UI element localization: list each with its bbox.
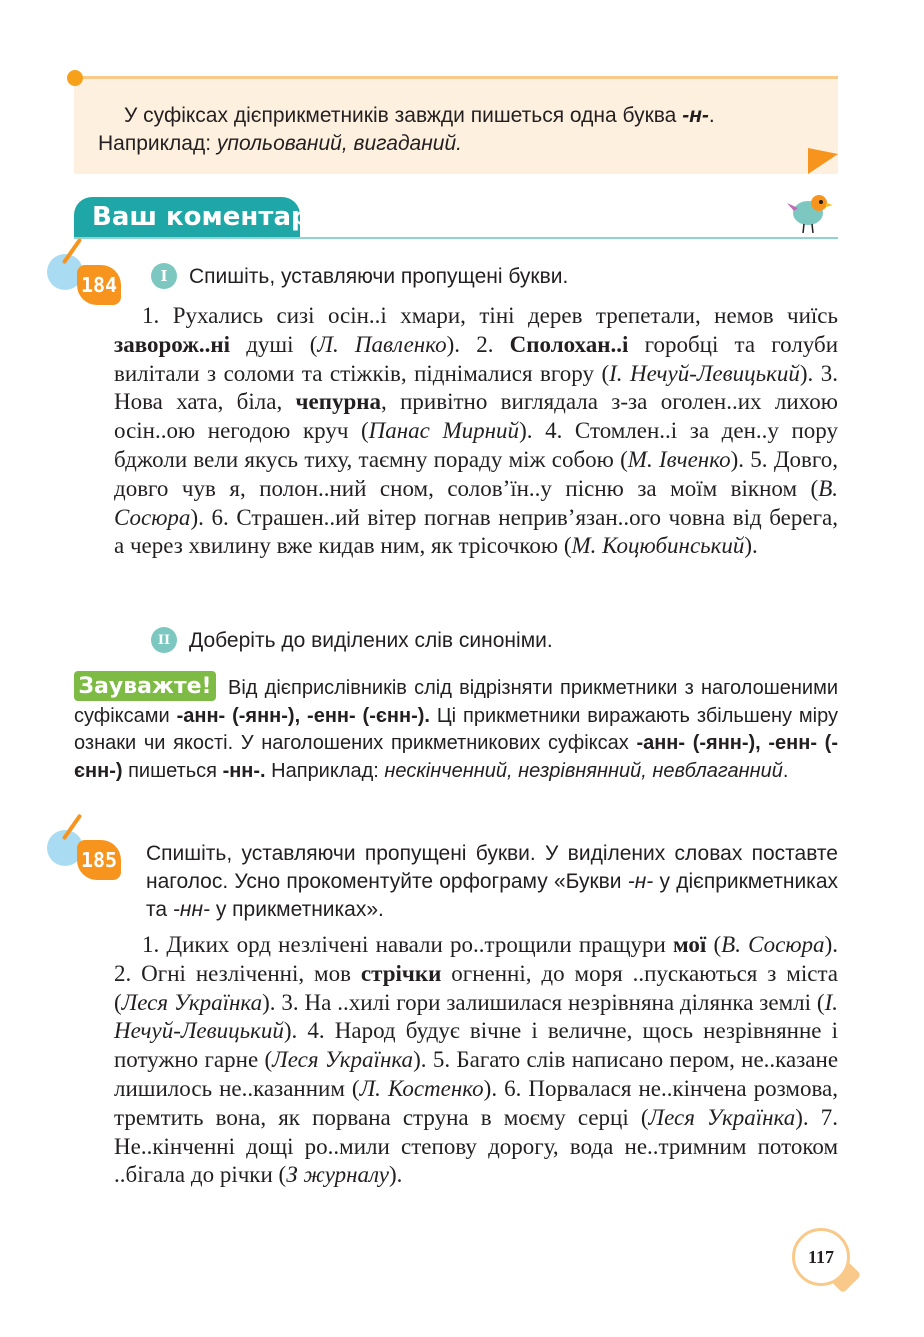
rule-line1-end: . [708, 104, 715, 127]
corner-arrow-icon [808, 148, 838, 174]
comment-header-title: Ваш коментар [92, 202, 310, 232]
bird-icon [786, 183, 836, 235]
exercise-number-184: 184 [77, 265, 121, 305]
ex184-task1: Спишіть, уставляючи пропущені букви. [189, 265, 569, 288]
comment-header-line [74, 237, 838, 239]
exercise-number-185: 185 [77, 840, 121, 880]
rule-examples: упольований, вигаданий. [216, 132, 462, 155]
rule-line1: У суфіксах дієприкметників завжди пишеться одна буква [124, 104, 683, 127]
note-text: Від дієприслівників слід відрізняти прикметники з наголошеними суфіксами -анн- (-янн-), -енн- (-єнн-). Ці прикметники виражають збільшену міру ознаки чи якості. У наголошених прикметникових суфіксах -анн- (-янн-), -енн- (-єнн-) пишеться -нн-. Наприклад: нескінченний, незрівнянний, невблаганний. [74, 677, 839, 782]
task-marker-i: I [151, 263, 177, 289]
note-tag: Зауважте! [74, 671, 216, 701]
ex184-task2: Доберіть до виділених слів синоніми. [189, 629, 553, 652]
rule-box-dot [67, 70, 83, 86]
ex184-text: 1. Рухались сизі осін..і хмари, тіні дерев трепетали, немов чиїсь заворож..ні душі (Л. Павленко). 2. Сполохан..і горобці та голуби вилітали з соломи та стіжків, піднімалися вгору (І. Нечуй-Левицький). 3. Нова хата, біла, чепурна, привітно виглядала з-за оголен..их лихою осін..ою негодою круч (Панас Мирний). 4. Стомлен..і за ден..у пору бджоли вели якусь тиху, таємну пораду між собою (М. Івченко). 5. Довго, довго чув я, полон..ний сном, солов’їн..у пісню за моїм вікном (В. Сосюра). 6. Страшен..ий вітер погнав неприв’язан..ого човна від берега, а через хвилину вже кидав ним, як трісочкою (М. Коцюбинський). [114, 303, 838, 559]
ex185-text: 1. Диких орд незлічені навали ро..трощили пращури мої (В. Сосюра). 2. Огні незліченні, мов стрічки огненні, до моря ..пускаються з міста (Леся Українка). 3. На ..хилі гори залишилася незрівняна ділянка землі (І. Нечуй-Левицький). 4. Народ будує вічне і величне, щось незрівнянне і потужно гарне (Леся Українка). 5. Багато слів написано пером, не..казане лишилось не..казанним (Л. Костенко). 6. Порвалася не..кінчена розмова, тремтить вона, як порвана струна в моєму серці (Леся Українка). 7. Не..кінченні дощі ро..мили степову дорогу, вода не..тримним потоком ..бігала до річки (З журналу). [114, 932, 839, 1188]
rule-marker: -н- [682, 104, 709, 127]
rule-box-top-line [74, 76, 838, 79]
ex185-task: Спишіть, уставляючи пропущені букви. У виділених словах поставте наголос. Усно прокоментуйте орфограму «Букви -н- у дієприкметниках та -нн- у прикметниках». [146, 842, 838, 921]
task-marker-ii: II [151, 627, 177, 653]
page-number: 117 [792, 1228, 850, 1286]
rule-text [98, 102, 838, 158]
rule-line2-label: Наприклад: [98, 132, 217, 155]
